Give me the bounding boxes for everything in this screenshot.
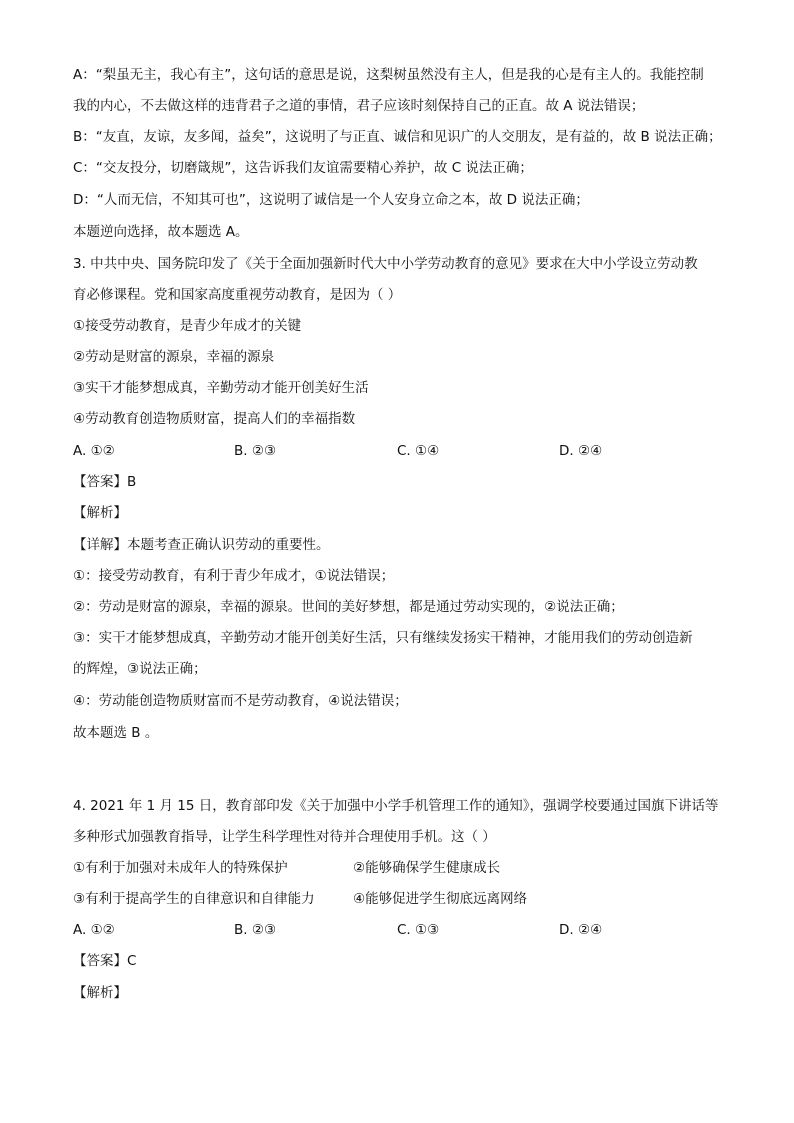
- q3-detail-6: ④：劳动能创造物质财富而不是劳动教育，④说法错误；: [73, 693, 408, 709]
- q3-stem-line2: 育必修课程。党和国家高度重视劳动教育，是因为（ ）: [73, 287, 402, 303]
- q4-options: [73, 920, 733, 940]
- q3-detail-3: ②：劳动是财富的源泉，幸福的源泉。世间的美好梦想，都是通过劳动实现的，②说法正确；: [73, 599, 624, 615]
- q4-statement-3: ③有利于提高学生的自律意识和自律能力: [73, 891, 315, 907]
- q4-stem-line1: 4. 2021 年 1 月 15 日，教育部印发《关于加强中小学手机管理工作的通知》，强调学校要通过国旗下讲话等: [73, 798, 719, 814]
- q3-detail-7: 故本题选 B 。: [73, 725, 159, 741]
- q3-answer: 【答案】B: [73, 474, 137, 490]
- q3-option-a: A. ①②: [73, 443, 115, 459]
- q3-analysis-label: 【解析】: [73, 505, 127, 521]
- q3-option-b: B. ②③: [234, 443, 277, 459]
- q3-statement-3: ③实干才能梦想成真，辛勤劳动才能开创美好生活: [73, 380, 369, 396]
- q3-option-c: C. ①④: [397, 443, 440, 459]
- analysis-line-a2: 我的内心，不去做这样的违背君子之道的事情，君子应该时刻保持自己的正直。故 A 说法错误；: [73, 98, 645, 114]
- q3-statement-2: ②劳动是财富的源泉，幸福的源泉: [73, 349, 275, 365]
- q3-option-d: D. ②④: [559, 443, 603, 459]
- q4-statements-row2: [73, 889, 733, 909]
- q4-stem-line2: 多种形式加强教育指导，让学生科学理性对待并合理使用手机。这（ ）: [73, 829, 496, 845]
- q4-statement-1: ①有利于加强对未成年人的特殊保护: [73, 860, 288, 876]
- q3-statement-1: ①接受劳动教育，是青少年成才的关键: [73, 318, 302, 334]
- q4-answer: 【答案】C: [73, 953, 137, 969]
- analysis-line-a1: A：“梨虽无主，我心有主”，这句话的意思是说，这梨树虽然没有主人，但是我的心是有主人的。我能控制: [73, 67, 704, 83]
- q4-statement-2: ②能够确保学生健康成长: [353, 860, 501, 876]
- q3-detail-2: ①：接受劳动教育，有利于青少年成才，①说法错误；: [73, 568, 395, 584]
- analysis-conclusion: 本题逆向选择，故本题选 A。: [73, 224, 249, 240]
- analysis-line-d: D：“人而无信，不知其可也”，这说明了诚信是一个人安身立命之本，故 D 说法正确；: [73, 192, 589, 208]
- q3-statement-4: ④劳动教育创造物质财富，提高人们的幸福指数: [73, 411, 356, 427]
- q4-option-b: B. ②③: [234, 922, 277, 938]
- q4-option-c: C. ①③: [397, 922, 440, 938]
- q3-stem-line1: 3. 中共中央、国务院印发了《关于全面加强新时代大中小学劳动教育的意见》要求在大中小学设立劳动教: [73, 256, 698, 272]
- q4-statement-4: ④能够促进学生彻底远离网络: [353, 891, 528, 907]
- q4-statements-row1: [73, 858, 733, 878]
- q3-detail-1: 【详解】本题考查正确认识劳动的重要性。: [73, 537, 330, 553]
- analysis-line-c: C：“交友投分，切磨箴规”，这告诉我们友谊需要精心养护，故 C 说法正确；: [73, 160, 533, 176]
- q4-option-a: A. ①②: [73, 922, 115, 938]
- analysis-line-b: B：“友直，友谅，友多闻，益矣”，这说明了与正直、诚信和见识广的人交朋友，是有益的，故 B 说法正确；: [73, 129, 722, 145]
- q3-detail-5: 的辉煌，③说法正确；: [73, 661, 207, 677]
- q3-detail-4: ③：实干才能梦想成真，辛勤劳动才能开创美好生活，只有继续发扬实干精神，才能用我们的劳动创造新: [73, 630, 693, 646]
- q4-option-d: D. ②④: [559, 922, 603, 938]
- q3-options: [73, 441, 733, 461]
- q4-analysis-label: 【解析】: [73, 985, 127, 1001]
